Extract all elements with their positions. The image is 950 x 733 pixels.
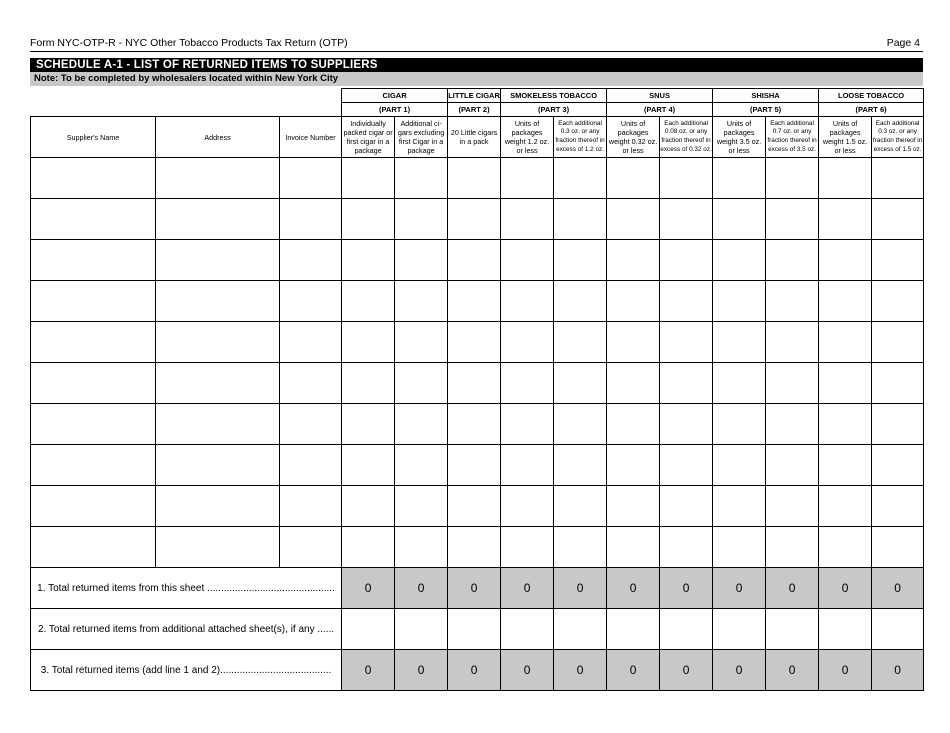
category-snus: SNUS [607, 89, 713, 103]
total-line-3-value[interactable]: 0 [607, 650, 660, 691]
entry-cell[interactable] [554, 404, 607, 445]
entry-cell[interactable] [607, 199, 660, 240]
entry-cell[interactable] [607, 486, 660, 527]
entry-cell[interactable] [660, 486, 713, 527]
entry-cell[interactable] [395, 199, 448, 240]
entry-cell[interactable] [342, 281, 395, 322]
entry-cell[interactable] [280, 363, 342, 404]
entry-cell[interactable] [713, 240, 766, 281]
entry-cell[interactable] [156, 445, 280, 486]
total-line-2-cell[interactable] [395, 609, 448, 650]
table-row [31, 527, 924, 568]
entry-cell[interactable] [607, 363, 660, 404]
entry-cell[interactable] [156, 527, 280, 568]
entry-cell[interactable] [342, 527, 395, 568]
entry-cell[interactable] [395, 527, 448, 568]
total-line-1-value[interactable]: 0 [713, 568, 766, 609]
total-line-3-value[interactable]: 0 [395, 650, 448, 691]
entry-cell[interactable] [607, 527, 660, 568]
entry-cell[interactable] [766, 404, 819, 445]
entry-cell[interactable] [554, 527, 607, 568]
total-line-2-cell[interactable] [766, 609, 819, 650]
entry-cell[interactable] [280, 322, 342, 363]
entry-cell[interactable] [501, 527, 554, 568]
col-invoice-number: Invoice Number [280, 117, 342, 158]
entry-cell[interactable] [501, 158, 554, 199]
col-snus-additional: Each additional 0.08 oz. or any fraction thereof in excess of 0.32 oz. [660, 117, 713, 158]
entry-cell[interactable] [819, 199, 872, 240]
entry-cell[interactable] [31, 199, 156, 240]
entry-cell[interactable] [872, 158, 924, 199]
entry-cell[interactable] [872, 240, 924, 281]
total-line-2-cell[interactable] [554, 609, 607, 650]
entry-cell[interactable] [660, 322, 713, 363]
entry-cell[interactable] [872, 486, 924, 527]
table-row [31, 199, 924, 240]
total-line-2-label: 2. Total returned items from additional attached sheet(s), if any ...... [31, 609, 342, 650]
entry-cell[interactable] [395, 404, 448, 445]
entry-cell[interactable] [872, 281, 924, 322]
total-line-1-value[interactable]: 0 [660, 568, 713, 609]
entry-cell[interactable] [713, 445, 766, 486]
category-cigar: CIGAR [342, 89, 448, 103]
entry-cell[interactable] [501, 281, 554, 322]
col-smokeless-units: Units of packages weight 1.2 oz. or less [501, 117, 554, 158]
entry-cell[interactable] [156, 158, 280, 199]
entry-cell[interactable] [501, 199, 554, 240]
entry-cell[interactable] [342, 240, 395, 281]
entry-cell[interactable] [501, 322, 554, 363]
entry-cell[interactable] [554, 445, 607, 486]
total-line-1-value[interactable]: 0 [819, 568, 872, 609]
col-snus-units: Units of packages weight 0.32 oz. or less [607, 117, 660, 158]
entry-cell[interactable] [280, 445, 342, 486]
col-shisha-additional: Each additional 0.7 oz. or any fraction thereof in excess of 3.5 oz. [766, 117, 819, 158]
entry-cell[interactable] [156, 322, 280, 363]
entry-cell[interactable] [395, 486, 448, 527]
form-title: Form NYC-OTP-R - NYC Other Tobacco Products Tax Return (OTP) [30, 37, 348, 49]
entry-cell[interactable] [713, 404, 766, 445]
entry-cell[interactable] [156, 240, 280, 281]
total-line-2-cell[interactable] [872, 609, 924, 650]
total-line-3-value[interactable]: 0 [713, 650, 766, 691]
total-line-1 [31, 568, 924, 609]
entry-cell[interactable] [660, 199, 713, 240]
table-row [31, 404, 924, 445]
table-row [31, 158, 924, 199]
total-line-3-value[interactable]: 0 [819, 650, 872, 691]
entry-cell[interactable] [31, 527, 156, 568]
entry-cell[interactable] [448, 527, 501, 568]
total-line-1-value[interactable]: 0 [766, 568, 819, 609]
entry-cell[interactable] [660, 363, 713, 404]
schedule-note-bar [30, 72, 923, 86]
schedule-title: SCHEDULE A-1 - LIST OF RETURNED ITEMS TO SUPPLIERS [36, 59, 378, 71]
entry-cell[interactable] [766, 240, 819, 281]
entry-cell[interactable] [448, 158, 501, 199]
entry-cell[interactable] [280, 158, 342, 199]
entry-cell[interactable] [156, 404, 280, 445]
table-row [31, 445, 924, 486]
entry-cell[interactable] [501, 240, 554, 281]
total-line-1-label: 1. Total returned items from this sheet .............................................. [31, 568, 342, 609]
category-shisha: SHISHA [713, 89, 819, 103]
data-rows [31, 158, 924, 568]
entry-cell[interactable] [766, 363, 819, 404]
entry-cell[interactable] [554, 199, 607, 240]
entry-cell[interactable] [342, 363, 395, 404]
col-shisha-units: Units of packages weight 3.5 oz. or less [713, 117, 766, 158]
entry-cell[interactable] [395, 363, 448, 404]
entry-cell[interactable] [448, 445, 501, 486]
total-line-2-cell[interactable] [819, 609, 872, 650]
entry-cell[interactable] [448, 322, 501, 363]
entry-cell[interactable] [554, 322, 607, 363]
entry-cell[interactable] [448, 281, 501, 322]
entry-cell[interactable] [395, 281, 448, 322]
entry-cell[interactable] [713, 527, 766, 568]
header-spacer [31, 89, 342, 103]
entry-cell[interactable] [766, 527, 819, 568]
table-row [31, 281, 924, 322]
total-line-3-value[interactable]: 0 [766, 650, 819, 691]
entry-cell[interactable] [156, 363, 280, 404]
part-4: (PART 4) [607, 103, 713, 117]
entry-cell[interactable] [342, 445, 395, 486]
entry-cell[interactable] [448, 199, 501, 240]
entry-cell[interactable] [280, 486, 342, 527]
entry-cell[interactable] [554, 486, 607, 527]
entry-cell[interactable] [766, 322, 819, 363]
entry-cell[interactable] [713, 199, 766, 240]
entry-cell[interactable] [554, 158, 607, 199]
entry-cell[interactable] [395, 240, 448, 281]
table-row [31, 240, 924, 281]
entry-cell[interactable] [31, 240, 156, 281]
entry-cell[interactable] [872, 199, 924, 240]
entry-cell[interactable] [766, 445, 819, 486]
entry-cell[interactable] [31, 281, 156, 322]
col-cigar-additional: Additional ci-gars excluding first Cigar in a package [395, 117, 448, 158]
entry-cell[interactable] [819, 486, 872, 527]
col-loose-additional: Each additional 0.3 oz. or any fraction thereof in excess of 1.5 oz. [872, 117, 924, 158]
entry-cell[interactable] [607, 445, 660, 486]
table-row [31, 322, 924, 363]
part-3: (PART 3) [501, 103, 607, 117]
entry-cell[interactable] [31, 404, 156, 445]
entry-cell[interactable] [280, 527, 342, 568]
total-line-3-value[interactable]: 0 [501, 650, 554, 691]
entry-cell[interactable] [713, 281, 766, 322]
entry-cell[interactable] [713, 363, 766, 404]
entry-cell[interactable] [31, 158, 156, 199]
entry-cell[interactable] [280, 281, 342, 322]
entry-cell[interactable] [448, 240, 501, 281]
total-line-3-value[interactable]: 0 [342, 650, 395, 691]
entry-cell[interactable] [819, 445, 872, 486]
entry-cell[interactable] [819, 527, 872, 568]
entry-cell[interactable] [448, 404, 501, 445]
entry-cell[interactable] [31, 486, 156, 527]
entry-cell[interactable] [660, 404, 713, 445]
part-5: (PART 5) [713, 103, 819, 117]
entry-cell[interactable] [766, 486, 819, 527]
entry-cell[interactable] [607, 404, 660, 445]
category-loose-tobacco: LOOSE TOBACCO [819, 89, 924, 103]
entry-cell[interactable] [607, 158, 660, 199]
total-line-3-value[interactable]: 0 [448, 650, 501, 691]
category-header-row [31, 89, 924, 103]
header-divider [30, 51, 923, 52]
part-6: (PART 6) [819, 103, 924, 117]
entry-cell[interactable] [872, 445, 924, 486]
entry-cell[interactable] [342, 158, 395, 199]
entry-cell[interactable] [872, 363, 924, 404]
entry-cell[interactable] [156, 281, 280, 322]
total-line-3 [31, 650, 924, 691]
entry-cell[interactable] [31, 445, 156, 486]
entry-cell[interactable] [448, 363, 501, 404]
entry-cell[interactable] [342, 322, 395, 363]
entry-cell[interactable] [554, 363, 607, 404]
entry-cell[interactable] [501, 404, 554, 445]
total-line-2-cell[interactable] [501, 609, 554, 650]
entry-cell[interactable] [607, 281, 660, 322]
page-header [30, 36, 920, 50]
entry-cell[interactable] [501, 363, 554, 404]
col-smokeless-additional: Each additional 0.3 oz. or any fraction thereof in excess of 1.2 oz. [554, 117, 607, 158]
col-address: Address [156, 117, 280, 158]
total-line-2 [31, 609, 924, 650]
column-header-row [31, 117, 924, 158]
col-cigar-individual: Individually packed cigar or first cigar in a package [342, 117, 395, 158]
entry-cell[interactable] [766, 199, 819, 240]
total-line-1-value[interactable]: 0 [607, 568, 660, 609]
entry-cell[interactable] [819, 240, 872, 281]
total-line-1-value[interactable]: 0 [872, 568, 924, 609]
entry-cell[interactable] [819, 404, 872, 445]
entry-cell[interactable] [342, 486, 395, 527]
entry-cell[interactable] [501, 486, 554, 527]
entry-cell[interactable] [660, 527, 713, 568]
total-line-1-value[interactable]: 0 [395, 568, 448, 609]
entry-cell[interactable] [280, 240, 342, 281]
entry-cell[interactable] [31, 363, 156, 404]
entry-cell[interactable] [607, 322, 660, 363]
col-supplier-name: Supplier's Name [31, 117, 156, 158]
page-number: Page 4 [886, 37, 920, 49]
part-2: (PART 2) [448, 103, 501, 117]
header-spacer [31, 103, 342, 117]
entry-cell[interactable] [280, 199, 342, 240]
entry-cell[interactable] [713, 158, 766, 199]
entry-cell[interactable] [395, 445, 448, 486]
total-line-3-value[interactable]: 0 [872, 650, 924, 691]
part-1: (PART 1) [342, 103, 448, 117]
entry-cell[interactable] [395, 322, 448, 363]
total-line-3-value[interactable]: 0 [554, 650, 607, 691]
entry-cell[interactable] [819, 363, 872, 404]
entry-cell[interactable] [342, 199, 395, 240]
part-header-row [31, 103, 924, 117]
col-loose-units: Units of packages weight 1.5 oz. or less [819, 117, 872, 158]
total-line-3-label: 3. Total returned items (add line 1 and 2)........................................ [31, 650, 342, 691]
entry-cell[interactable] [872, 527, 924, 568]
category-smokeless-tobacco: SMOKELESS TOBACCO [501, 89, 607, 103]
total-line-2-cell[interactable] [342, 609, 395, 650]
entry-cell[interactable] [448, 486, 501, 527]
total-line-1-value[interactable]: 0 [501, 568, 554, 609]
total-line-1-value[interactable]: 0 [342, 568, 395, 609]
entry-cell[interactable] [766, 281, 819, 322]
category-little-cigar: LITTLE CIGAR [448, 89, 501, 103]
entry-cell[interactable] [766, 158, 819, 199]
entry-cell[interactable] [660, 240, 713, 281]
total-line-2-cell[interactable] [448, 609, 501, 650]
entry-cell[interactable] [280, 404, 342, 445]
total-line-2-cell[interactable] [713, 609, 766, 650]
entry-cell[interactable] [607, 240, 660, 281]
total-line-1-value[interactable]: 0 [448, 568, 501, 609]
table-row [31, 486, 924, 527]
entry-cell[interactable] [660, 281, 713, 322]
entry-cell[interactable] [156, 199, 280, 240]
entry-cell[interactable] [342, 404, 395, 445]
total-line-2-cell[interactable] [660, 609, 713, 650]
table-row [31, 363, 924, 404]
entry-cell[interactable] [819, 158, 872, 199]
entry-cell[interactable] [872, 322, 924, 363]
entry-cell[interactable] [872, 404, 924, 445]
entry-cell[interactable] [31, 322, 156, 363]
schedule-title-bar [30, 58, 923, 72]
total-line-2-cell[interactable] [607, 609, 660, 650]
entry-cell[interactable] [554, 281, 607, 322]
entry-cell[interactable] [395, 158, 448, 199]
total-line-1-value[interactable]: 0 [554, 568, 607, 609]
entry-cell[interactable] [501, 445, 554, 486]
entry-cell[interactable] [554, 240, 607, 281]
entry-cell[interactable] [819, 322, 872, 363]
col-little-cigar-pack: 20 Little cigars in a pack [448, 117, 501, 158]
entry-cell[interactable] [660, 445, 713, 486]
entry-cell[interactable] [713, 486, 766, 527]
entry-cell[interactable] [819, 281, 872, 322]
entry-cell[interactable] [660, 158, 713, 199]
returned-items-table [30, 88, 924, 691]
entry-cell[interactable] [713, 322, 766, 363]
entry-cell[interactable] [156, 486, 280, 527]
schedule-note: Note: To be completed by wholesalers located within New York City [34, 73, 339, 84]
total-line-3-value[interactable]: 0 [660, 650, 713, 691]
